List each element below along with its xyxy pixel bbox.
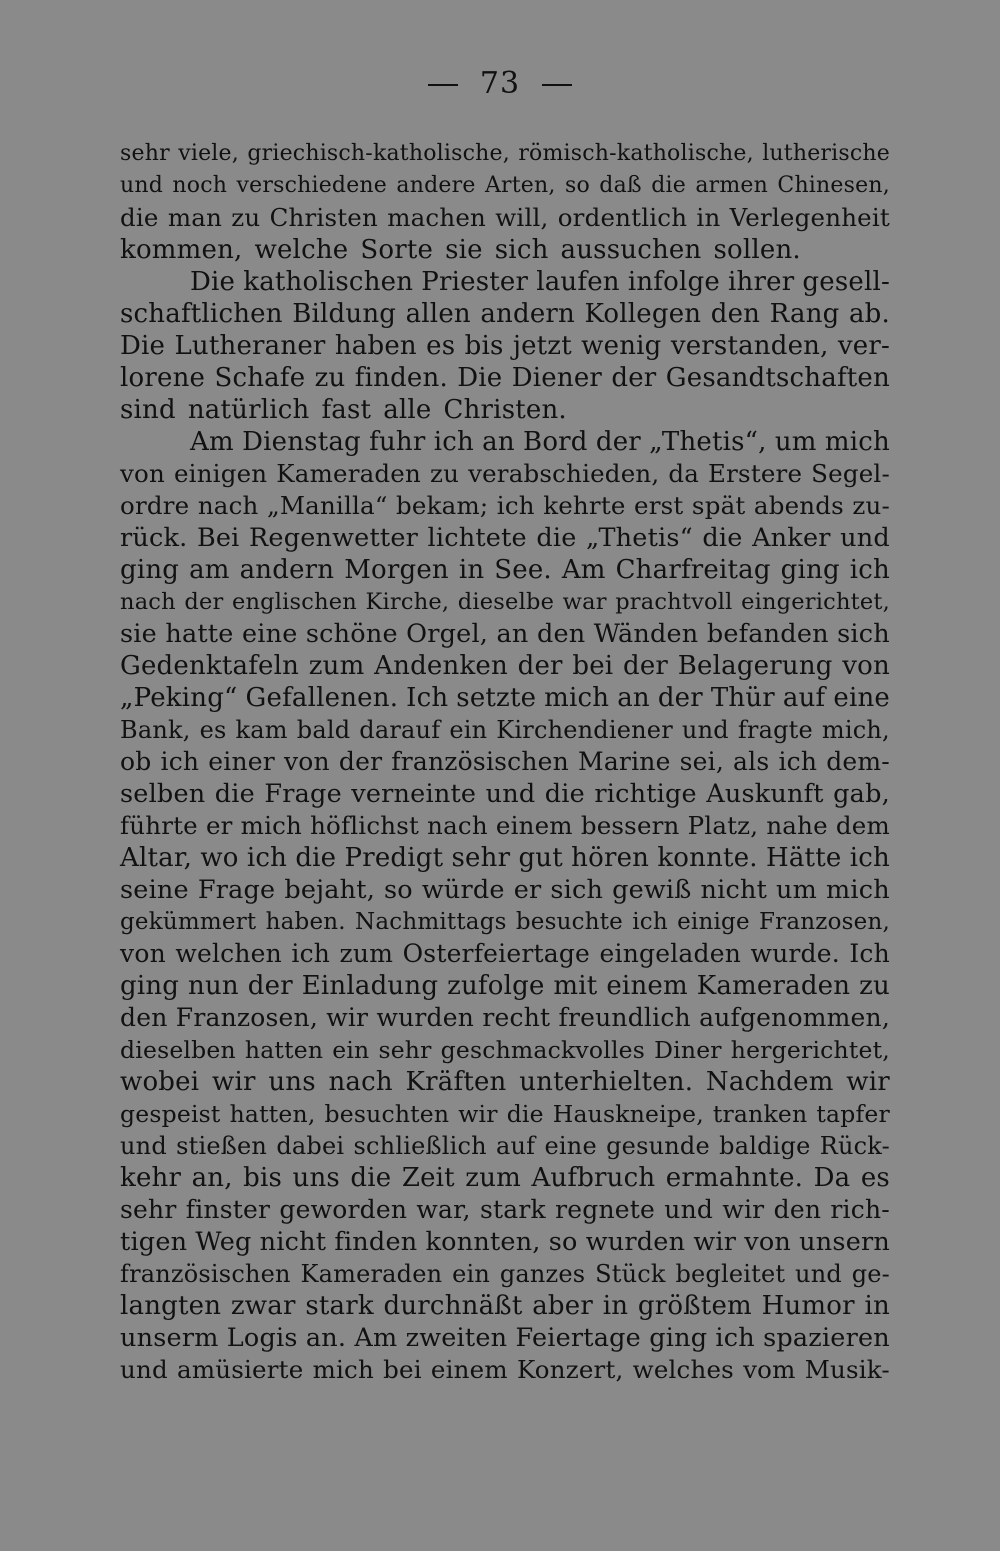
- text-line: und amüsierte mich bei einem Konzert, welches vom Musik-: [120, 1355, 890, 1384]
- text-line: kehr an, bis uns die Zeit zum Aufbruch ermahnte. Da es: [120, 1163, 890, 1193]
- text-line: dieselben hatten ein sehr geschmackvolles Diner hergerichtet,: [120, 1036, 890, 1064]
- text-line: rück. Bei Regenwetter lichtete die „Thetis“ die Anker und: [120, 523, 890, 553]
- text-line: ging am andern Morgen in See. Am Charfreitag ging ich: [120, 555, 890, 585]
- text-line: Die Lutheraner haben es bis jetzt wenig verstanden, ver-: [120, 331, 890, 361]
- text-line: sehr finster geworden war, stark regnete und wir den rich-: [120, 1195, 890, 1224]
- text-line: ob ich einer von der französischen Marine sei, als ich dem-: [120, 747, 890, 776]
- text-line: sehr viele, griechisch-katholische, römisch-katholische, lutherische: [120, 141, 890, 166]
- text-line: und stießen dabei schließlich auf eine gesunde baldige Rück-: [120, 1132, 890, 1160]
- header-dash-left: [428, 84, 458, 86]
- text-line: Bank, es kam bald darauf ein Kirchendiener und fragte mich,: [120, 716, 890, 744]
- text-line: gespeist hatten, besuchten wir die Hauskneipe, tranken tapfer: [120, 1100, 890, 1128]
- text-line: selben die Frage verneinte und die richtige Auskunft gab,: [120, 779, 890, 809]
- text-line: sie hatte eine schöne Orgel, an den Wänden befanden sich: [120, 619, 890, 649]
- text-line: „Peking“ Gefallenen. Ich setzte mich an der Thür auf eine: [120, 683, 890, 713]
- text-line: schaftlichen Bildung allen andern Kollegen den Rang ab.: [120, 299, 890, 329]
- text-line: sind natürlich fast alle Christen.: [120, 395, 567, 425]
- body-text: [120, 138, 890, 1386]
- text-line: ging nun der Einladung zufolge mit einem Kameraden zu: [120, 971, 890, 1001]
- text-line: lorene Schafe zu finden. Die Diener der Gesandtschaften: [120, 363, 890, 393]
- text-line: kommen, welche Sorte sie sich aussuchen sollen.: [120, 235, 801, 265]
- text-line: wobei wir uns nach Kräften unterhielten. Nachdem wir: [120, 1067, 890, 1097]
- text-line: unserm Logis an. Am zweiten Feiertage ging ich spazieren: [120, 1323, 890, 1353]
- text-line: Die katholischen Priester laufen infolge ihrer gesell-: [190, 267, 890, 297]
- text-line: die man zu Christen machen will, ordentlich in Verlegenheit: [120, 203, 890, 232]
- page-header: [0, 66, 1000, 101]
- header-dash-right: [542, 84, 572, 86]
- text-line: langten zwar stark durchnäßt aber in größtem Humor in: [120, 1291, 890, 1321]
- text-line: von einigen Kameraden zu verabschieden, da Erstere Segel-: [120, 459, 890, 488]
- text-line: Am Dienstag fuhr ich an Bord der „Thetis“, um mich: [190, 427, 890, 457]
- page-number: 73: [479, 66, 521, 101]
- text-line: und noch verschiedene andere Arten, so daß die armen Chinesen,: [120, 173, 890, 198]
- text-line: Altar, wo ich die Predigt sehr gut hören konnte. Hätte ich: [120, 843, 890, 873]
- text-line: nach der englischen Kirche, dieselbe war prachtvoll eingerichtet,: [120, 589, 890, 615]
- text-line: den Franzosen, wir wurden recht freundlich aufgenommen,: [120, 1003, 890, 1032]
- text-line: von welchen ich zum Osterfeiertage eingeladen wurde. Ich: [120, 939, 890, 968]
- text-line: tigen Weg nicht finden konnten, so wurden wir von unsern: [120, 1227, 890, 1257]
- text-line: ordre nach „Manilla“ bekam; ich kehrte erst spät abends zu-: [120, 491, 890, 520]
- text-line: Gedenktafeln zum Andenken der bei der Belagerung von: [120, 651, 890, 681]
- text-line: seine Frage bejaht, so würde er sich gewiß nicht um mich: [120, 875, 890, 905]
- text-line: gekümmert haben. Nachmittags besuchte ich einige Franzosen,: [120, 909, 890, 935]
- text-line: französischen Kameraden ein ganzes Stück begleitet und ge-: [120, 1260, 890, 1288]
- text-line: führte er mich höflichst nach einem bessern Platz, nahe dem: [120, 811, 890, 840]
